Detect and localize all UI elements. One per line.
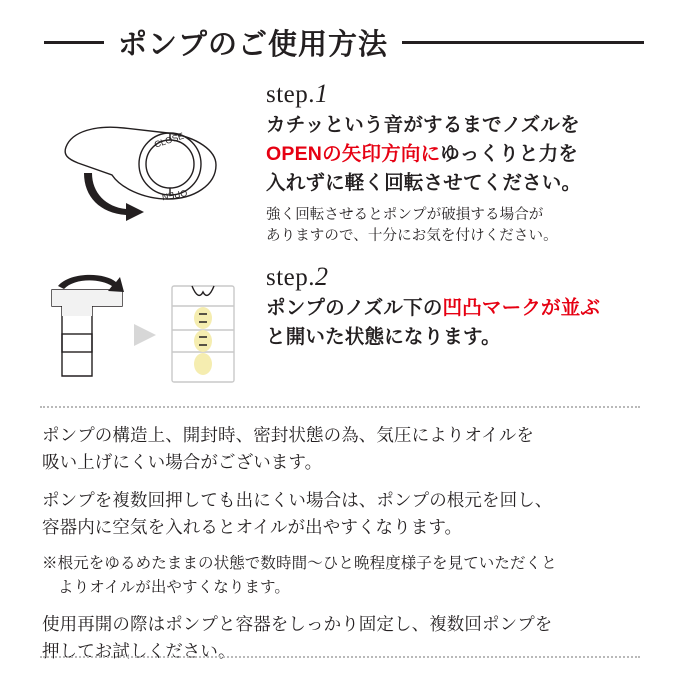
step-2-main-line2: と開いた状態になります。 xyxy=(266,325,501,348)
step-1-label-number: 1 xyxy=(315,79,329,108)
note-1-line-2: 吸い上げにくい場合がございます。 xyxy=(42,451,323,472)
note-3-line-2: よりオイルが出やすくなります。 xyxy=(58,578,290,596)
step-2-main-line1-text: ポンプのノズル下の xyxy=(266,297,443,320)
step-1-label xyxy=(266,79,654,109)
step-1-main-line3: 入れずに軽く回転させてください。 xyxy=(266,171,582,194)
step-1-block xyxy=(26,79,654,248)
step-1-note xyxy=(266,205,654,249)
step-2-label-prefix: step. xyxy=(266,264,316,292)
note-2-line-1: ポンプを複数回押しても出にくい場合は、ポンプの根元を回し、 xyxy=(42,490,553,511)
pump-nozzle-open-comparison-diagram xyxy=(48,272,258,392)
page-title: ポンプのご使用方法 xyxy=(118,29,389,61)
svg-text:CLOSE: CLOSE xyxy=(153,130,186,150)
divider-bottom xyxy=(40,656,640,658)
step-1-main-text xyxy=(266,111,654,198)
step-1-note-line1: 強く回転させるとポンプが破損する場合が xyxy=(266,206,544,223)
divider-top xyxy=(40,406,640,408)
step-1-text xyxy=(258,79,654,248)
note-paragraph-1 xyxy=(42,422,638,475)
step-1-main-line1: カチッという音がするまでノズルを xyxy=(266,114,580,136)
step-1-label-prefix: step. xyxy=(266,81,316,108)
step-1-main-line2 xyxy=(266,140,654,169)
step-2-label-number: 2 xyxy=(315,262,329,292)
page-title-row xyxy=(26,0,654,63)
title-rule-right xyxy=(402,41,644,44)
note-1-line-1: ポンプの構造上、開封時、密封状態の為、気圧によりオイルを xyxy=(42,425,534,446)
note-4-line-2: 押してお試しください。 xyxy=(42,640,236,661)
step-2-block xyxy=(26,262,654,392)
note-3-line-1: ※根元をゆるめたままの状態で数時間〜ひと晩程度様子を見ていただくと xyxy=(42,555,557,573)
title-rule-left xyxy=(44,41,104,44)
step-1-note-line2: ありますので、十分にお気を付けください。 xyxy=(266,228,558,245)
pump-cap-rotate-open-diagram xyxy=(48,93,258,223)
step-1-highlight: OPENの矢印方向に xyxy=(266,142,441,165)
step-2-highlight: 凹凸マークが並ぶ xyxy=(442,297,601,320)
note-2-line-2: 容器内に空気を入れるとオイルが出やすくなります。 xyxy=(42,516,463,537)
step-2-main-line1 xyxy=(266,294,654,323)
step-2-text xyxy=(258,262,654,352)
step2-illustration xyxy=(48,272,258,392)
step-2-main-text xyxy=(266,294,654,352)
note-paragraph-2 xyxy=(42,487,638,540)
step-2-label xyxy=(266,262,654,292)
note-4-line-1: 使用再開の際はポンプと容器をしっかり固定し、複数回ポンプを xyxy=(42,613,553,634)
svg-text:OPEN: OPEN xyxy=(161,187,188,203)
note-paragraph-3 xyxy=(42,552,638,599)
step-1-main-line2-rest: ゆっくりと力を xyxy=(440,142,578,165)
notes-section xyxy=(42,422,638,664)
step1-illustration xyxy=(48,93,258,223)
